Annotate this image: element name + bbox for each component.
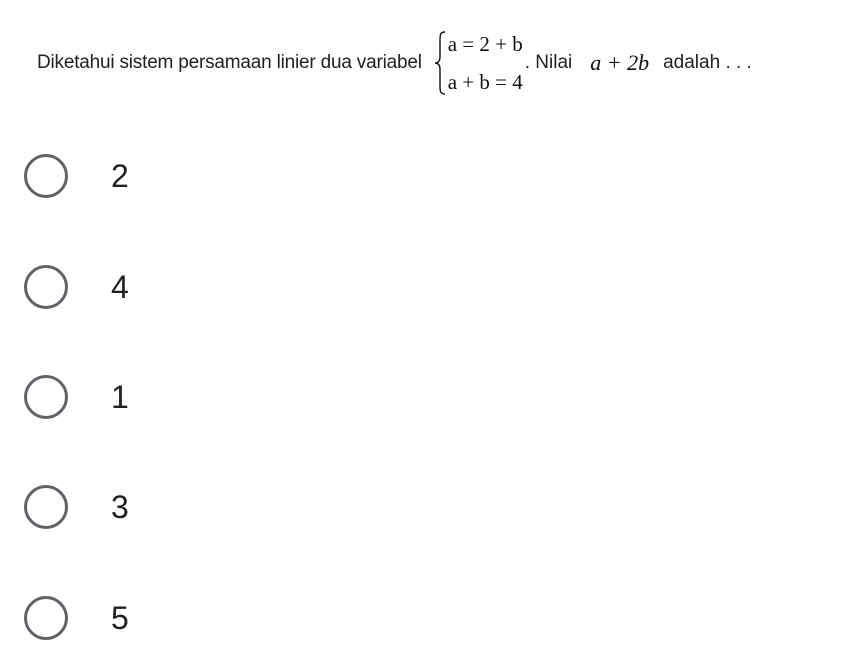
equation-1: a = 2 + b	[447, 32, 523, 56]
option-label: 5	[111, 599, 129, 636]
equations	[448, 30, 523, 96]
option-item[interactable]	[24, 371, 129, 423]
radio-button[interactable]	[24, 375, 68, 419]
option-label: 1	[111, 378, 129, 415]
left-brace-icon	[434, 31, 446, 95]
option-label: 3	[111, 488, 129, 525]
question-suffix: adalah . . .	[663, 52, 752, 73]
option-label: 2	[111, 157, 129, 194]
target-expression: a + 2b	[590, 50, 650, 75]
option-label: 4	[111, 268, 129, 305]
radio-button[interactable]	[24, 485, 68, 529]
equation-system	[434, 30, 523, 96]
question-prefix: Diketahui sistem persamaan linier dua variabel	[37, 52, 422, 73]
radio-button[interactable]	[24, 154, 68, 198]
equation-2: a + b = 4	[447, 70, 523, 94]
option-item[interactable]	[24, 481, 129, 533]
question-middle: . Nilai	[524, 52, 573, 73]
option-item[interactable]	[24, 150, 129, 202]
radio-button[interactable]	[24, 265, 68, 309]
option-item[interactable]	[24, 592, 129, 644]
radio-button[interactable]	[24, 596, 68, 640]
question-text	[37, 28, 752, 98]
option-item[interactable]	[24, 261, 129, 313]
